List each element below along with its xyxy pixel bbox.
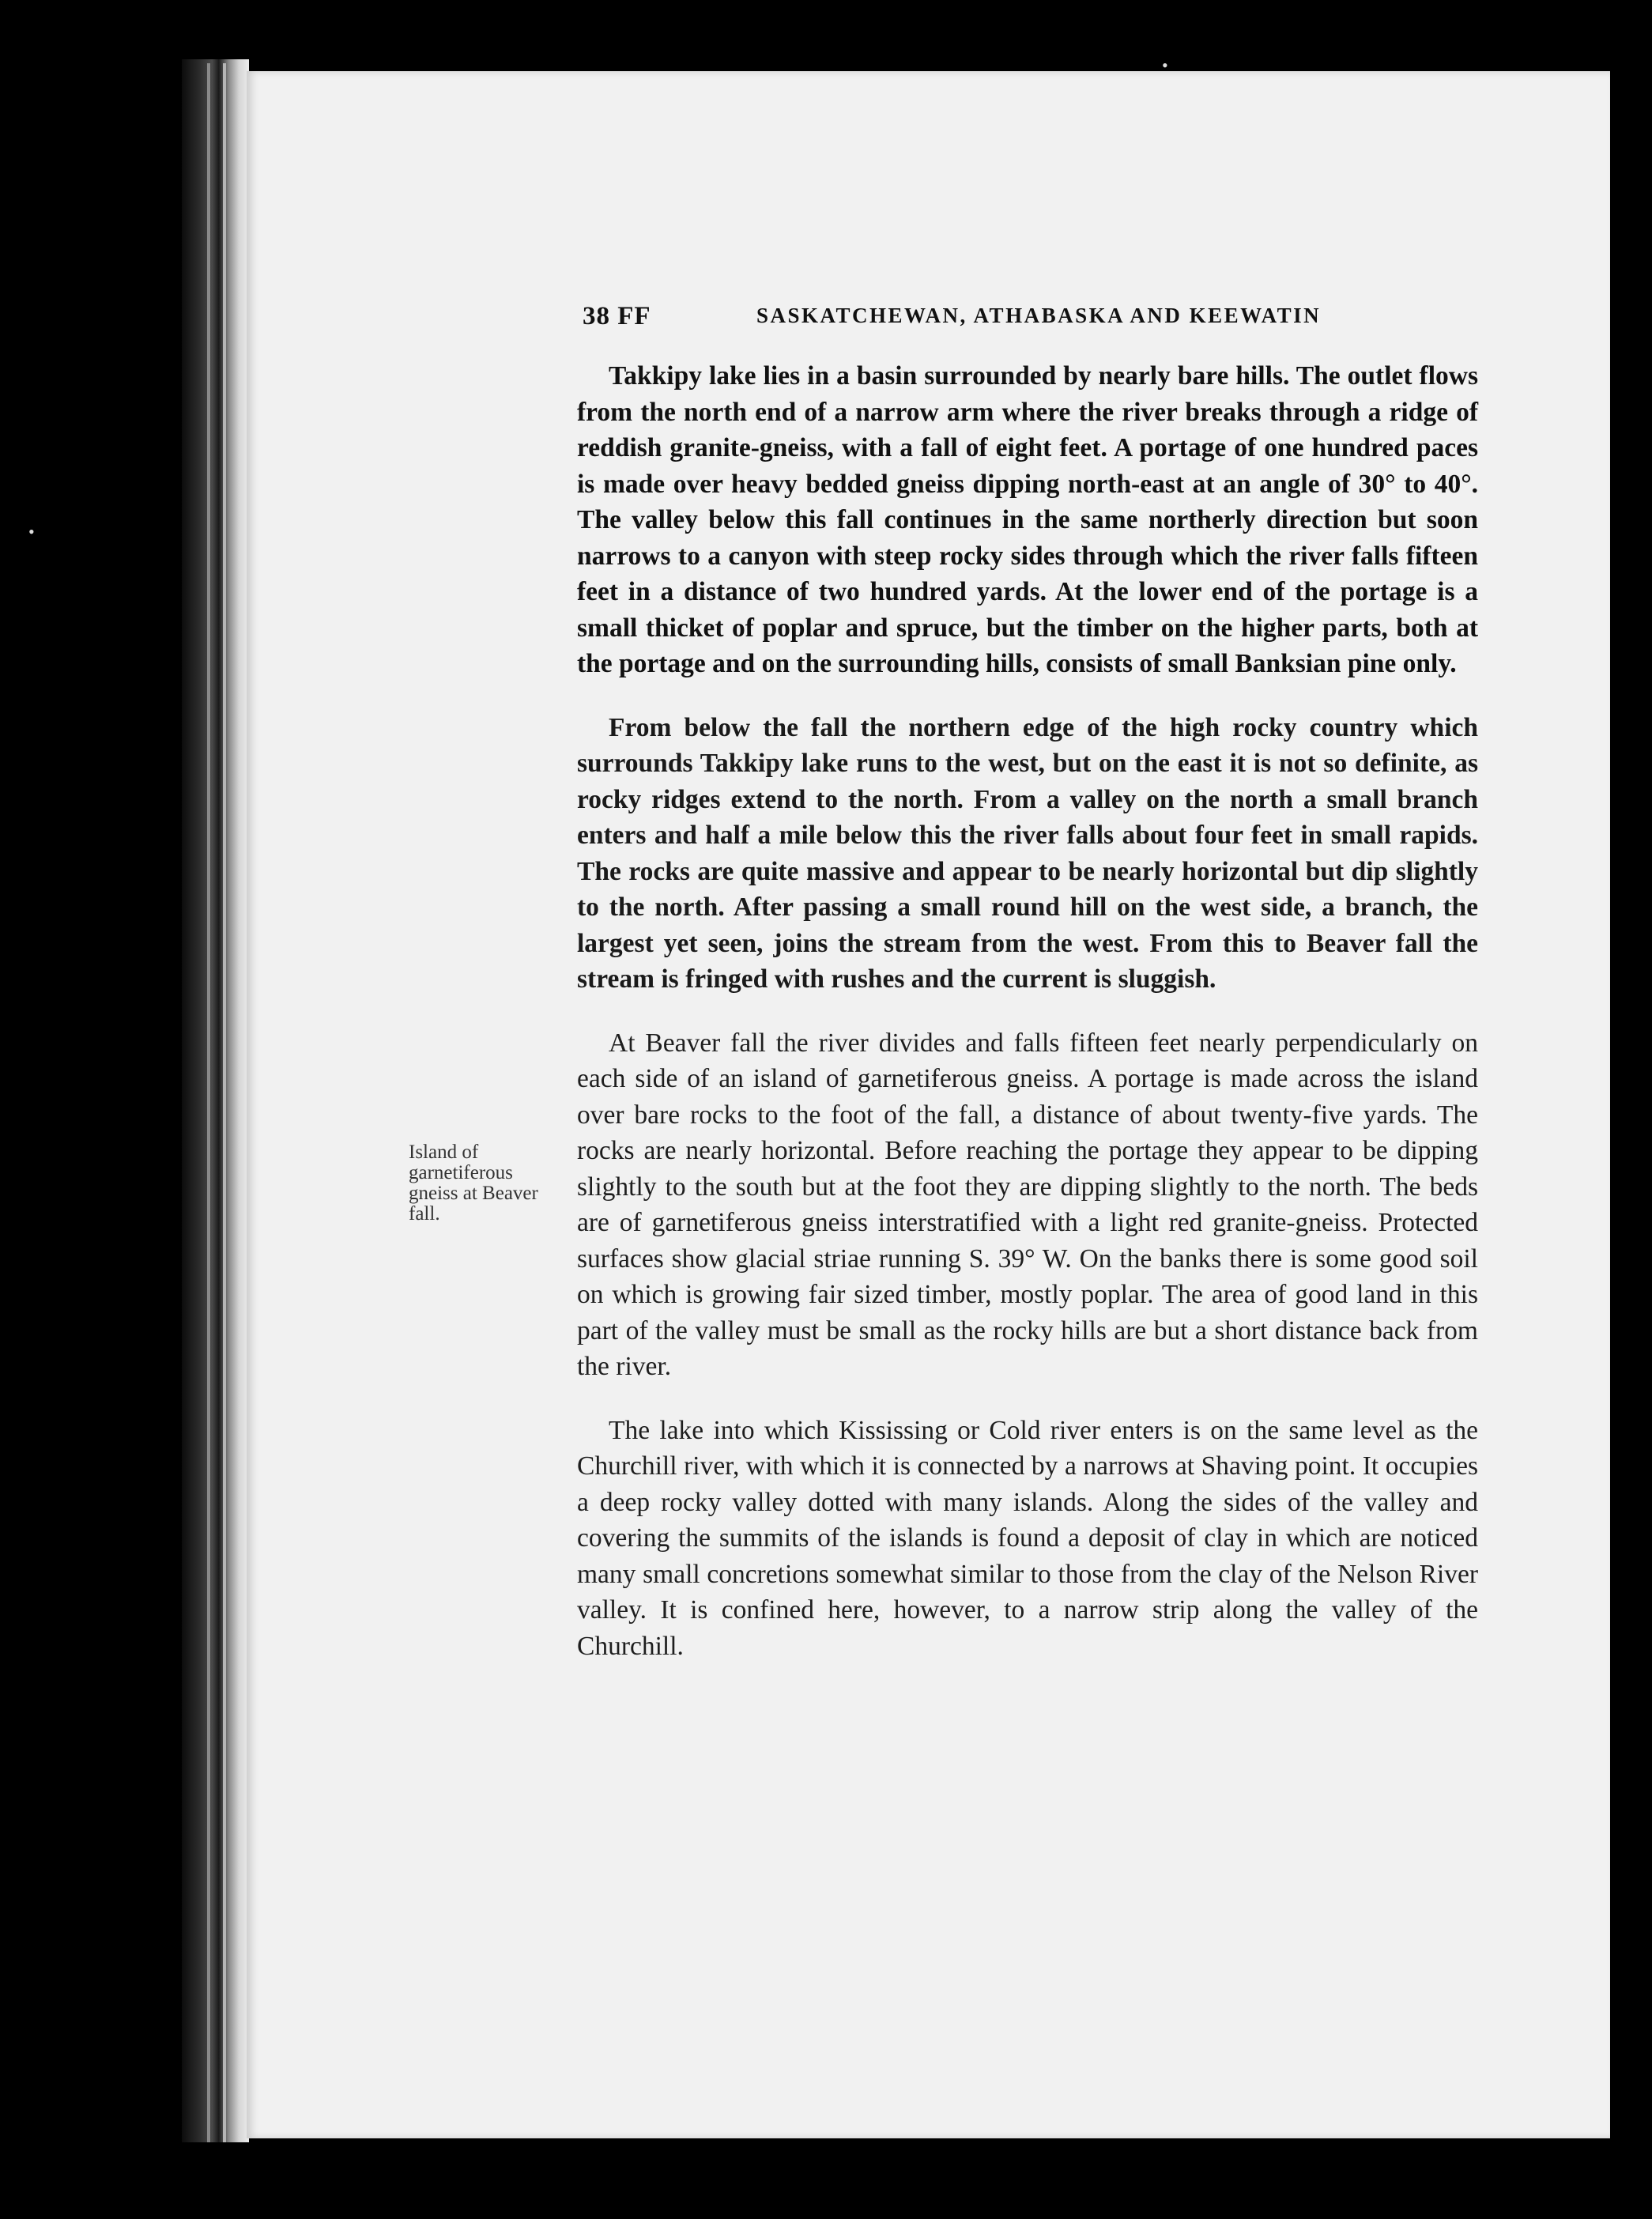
page-body <box>577 358 1478 1692</box>
page-edge-line <box>223 63 226 2142</box>
page-header <box>583 302 1484 342</box>
scan-speck: • <box>28 522 35 542</box>
page-edge-line <box>207 63 210 2142</box>
page-number: 38 FF <box>583 302 651 330</box>
paragraph: At Beaver fall the river divides and falls fifteen feet nearly perpendicularly on each side of an island of garnetiferous gneiss. A portage is made across the island over bare rocks to the foot of the fall, a distance of about twenty-five yards. The rocks are nearly horizontal. Before reaching the portage they appear to be dipping slightly to the south but at the foot they are dipping slightly to the north. The beds are of garnetiferous gneiss interstratified with a light red granite-gneiss. Protected surfaces show glacial striae running S. 39° W. On the banks there is some good soil on which is growing fair sized timber, mostly poplar. The area of good land in this part of the valley must be small as the rocky hills are but a short distance back from the river. <box>577 1028 1478 1381</box>
book-binding-edge <box>182 59 249 2142</box>
margin-note: Island of garnetiferous gneiss at Beaver fall. <box>409 1142 538 1225</box>
running-title: SASKATCHEWAN, ATHABASKA AND KEEWATIN <box>756 304 1322 327</box>
paragraph: From below the fall the northern edge of the high rocky country which surrounds Takkipy lake runs to the west, but on the east it is not so definite, as rocky ridges extend to the north. From a valley on the north a small branch enters and half a mile below this the river falls about four feet in small rapids. The rocks are quite massive and appear to be nearly horizontal but dip slightly to the north. After passing a small round hill on the west side, a branch, the largest yet seen, joins the stream from the west. From this to Beaver fall the stream is fringed with rushes and the current is sluggish. <box>577 712 1478 994</box>
scan-speck: • <box>1162 55 1168 75</box>
paragraph: The lake into which Kississing or Cold river enters is on the same level as the Churchill river, with which it is connected by a narrows at Shaving point. It occupies a deep rocky valley dotted with many islands. Along the sides of the valley and covering the summits of the islands is found a deposit of clay in which are noticed many small concretions somewhat similar to those from the clay of the Nelson River valley. It is confined here, however, to a narrow strip along the valley of the Churchill. <box>577 1415 1478 1661</box>
paragraph: Takkipy lake lies in a basin surrounded by nearly bare hills. The outlet flows from the north end of a narrow arm where the river breaks through a ridge of reddish granite-gneiss, with a fall of eight feet. A portage of one hundred paces is made over heavy bedded gneiss dipping north-east at an angle of 30° to 40°. The valley below this fall continues in the same northerly direction but soon narrows to a canyon with steep rocky sides through which the river falls fifteen feet in a distance of two hundred yards. At the lower end of the portage is a small thicket of poplar and spruce, but the timber on the higher parts, both at the portage and on the surrounding hills, consists of small Banksian pine only. <box>577 361 1478 678</box>
